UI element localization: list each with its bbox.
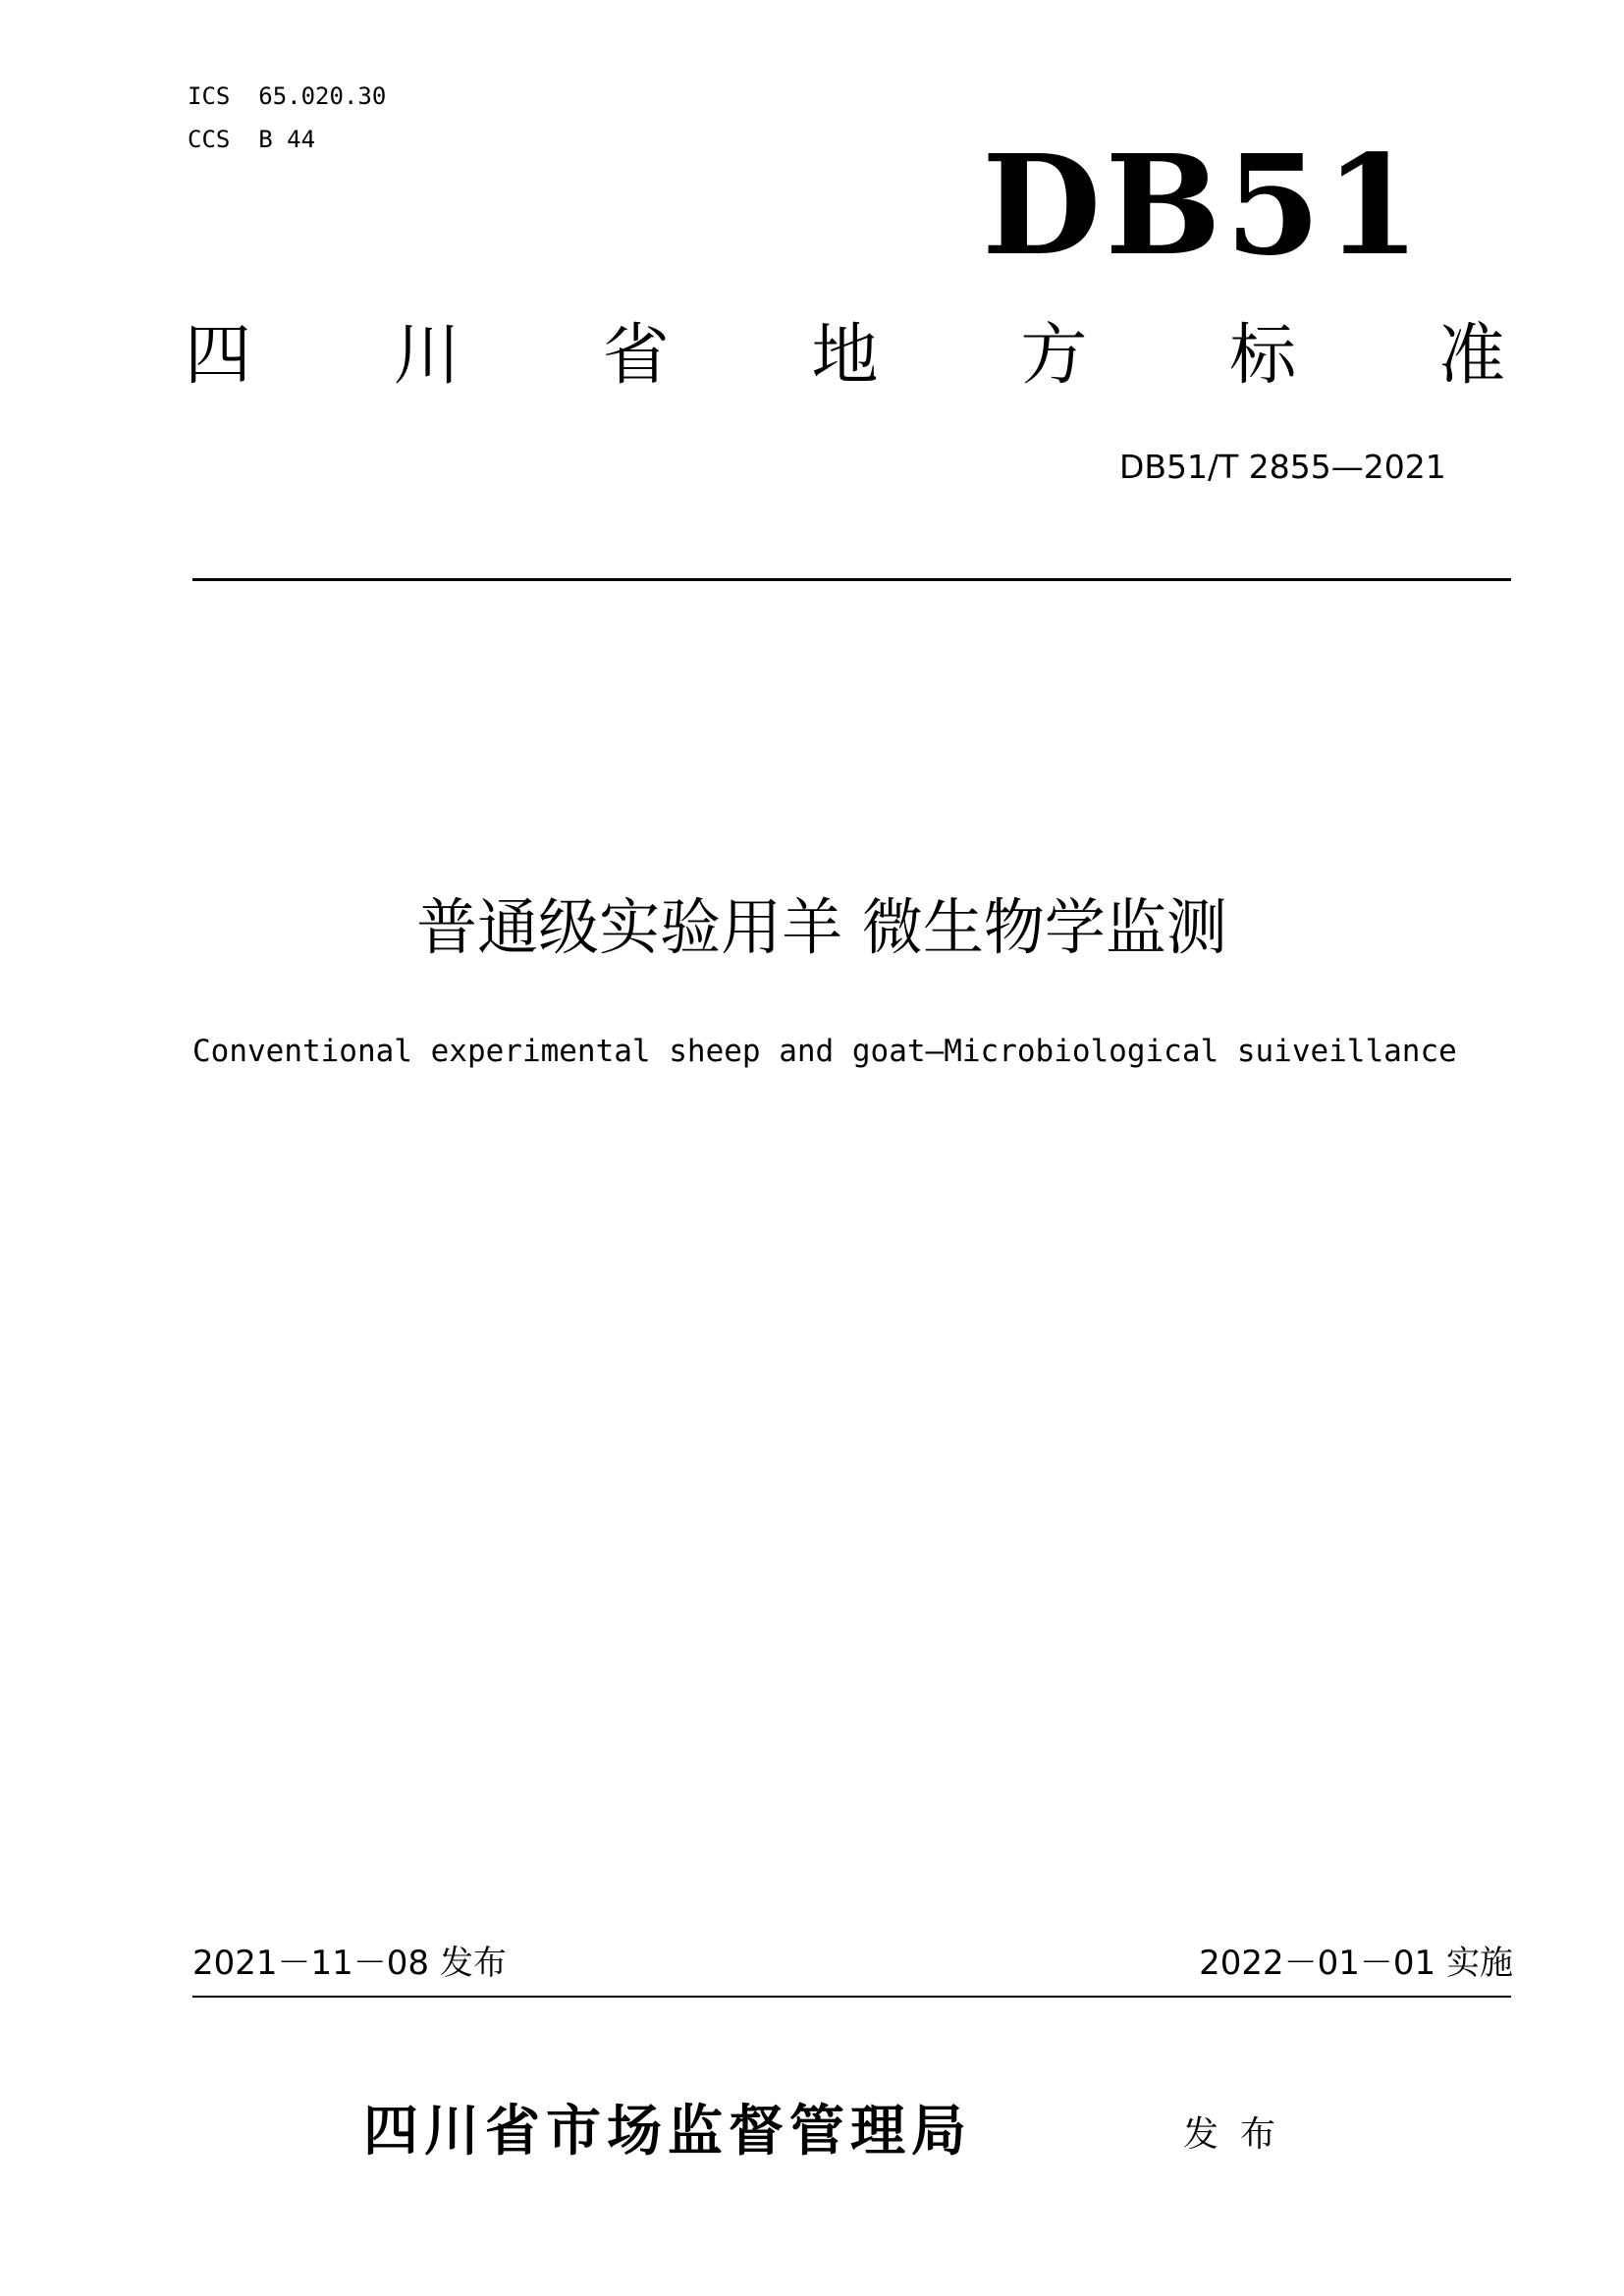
issue-action-label: 发布 [1183,2114,1298,2155]
document-title-english: Conventional experimental sheep and goat—Microbiological suiveillance [192,1034,1457,1069]
ccs-classification: CCS B 44 [188,126,316,153]
standard-type-char: 标 [1229,317,1297,395]
implementation-date: 2022－01－01 实施 [1199,1944,1513,1983]
footer-divider [192,1996,1511,1998]
ics-classification: ICS 65.020.30 [188,82,387,110]
standard-type-char: 准 [1437,317,1505,395]
standard-type-heading [185,317,1505,396]
standard-type-char: 方 [1020,317,1088,395]
document-title-chinese: 普通级实验用羊 微生物学监测 [416,891,1227,963]
standard-type-char: 川 [393,317,460,395]
standard-code-logo: DB51 [982,126,1425,287]
header-divider [192,578,1511,581]
standard-type-char: 地 [811,317,879,395]
issuing-authority: 四川省市场监督管理局 [363,2100,972,2163]
standard-number: DB51/T 2855—2021 [1119,448,1446,486]
standard-type-char: 省 [602,317,670,395]
standard-type-char: 四 [185,317,252,395]
publish-date: 2021－11－08 发布 [192,1944,507,1983]
